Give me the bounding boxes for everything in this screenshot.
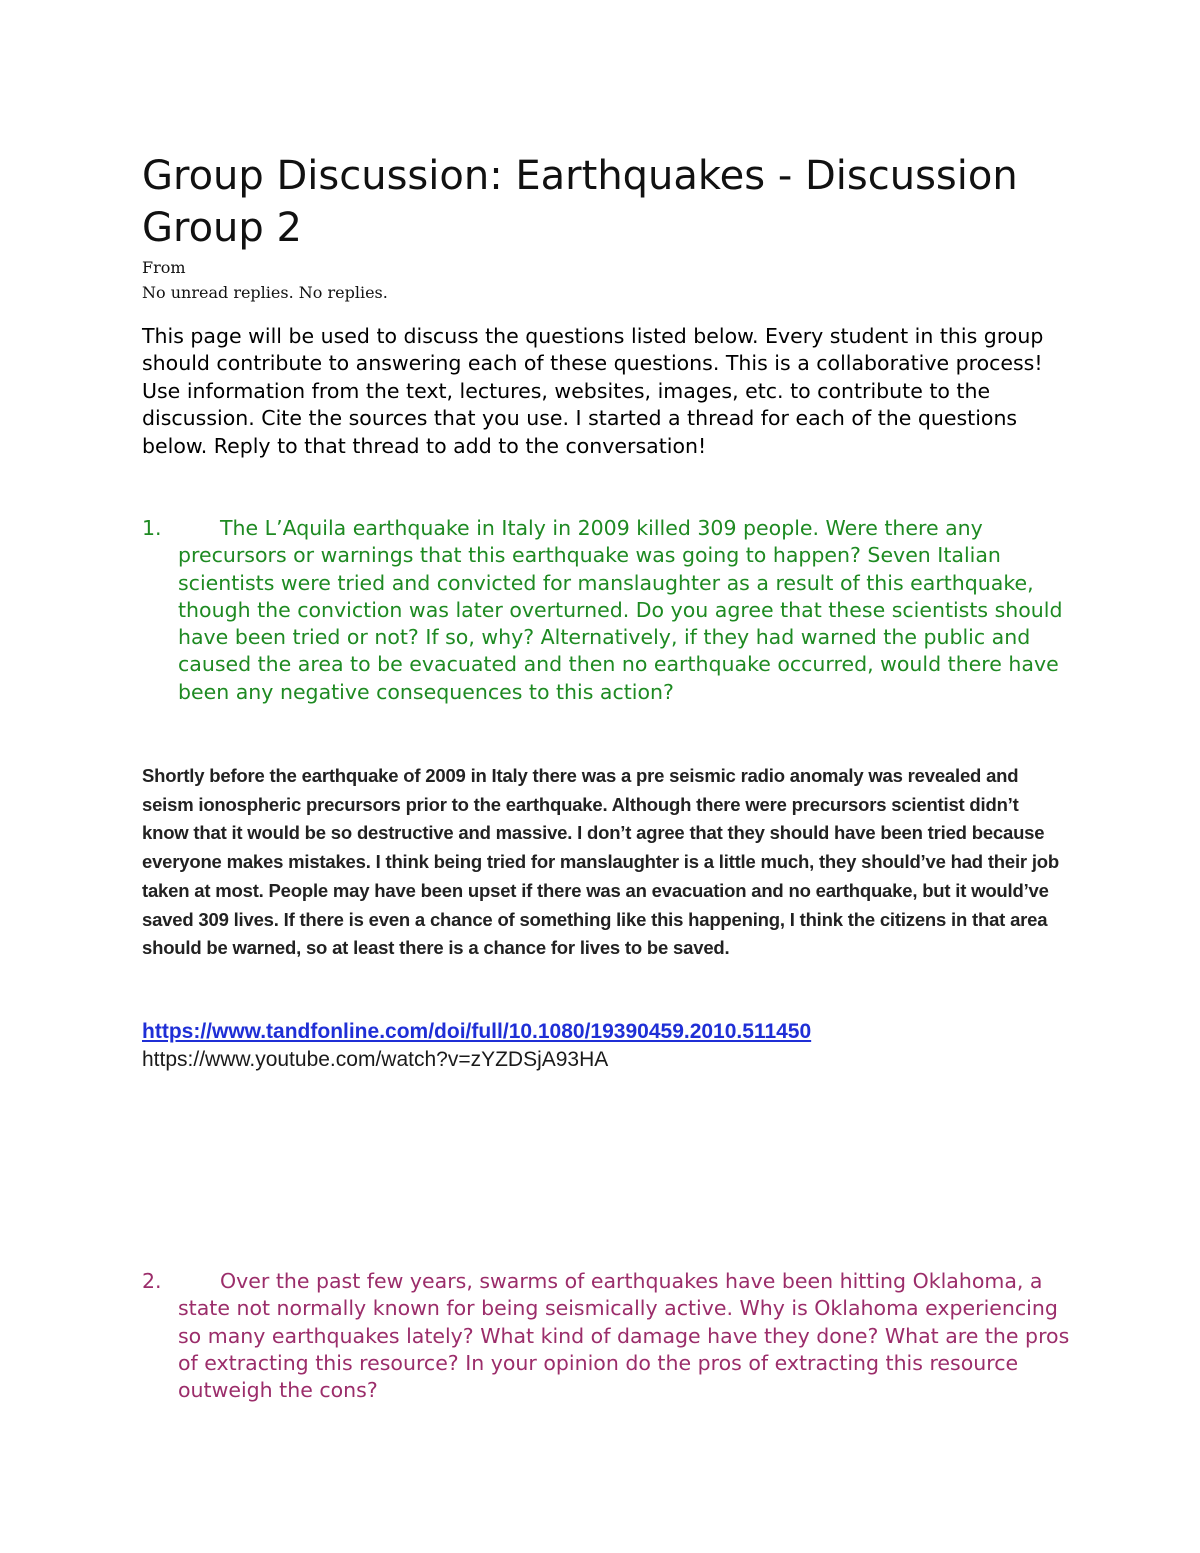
source-link-tandfonline[interactable]: https://www.tandfonline.com/doi/full/10.1080/19390459.2010.511450 xyxy=(142,1020,812,1043)
question-1 xyxy=(142,515,1072,706)
source-links xyxy=(142,1018,811,1074)
question-number: 2. xyxy=(142,1269,162,1293)
page-title: Group Discussion: Earthquakes - Discussion Group 2 xyxy=(142,153,1018,251)
post-meta xyxy=(142,255,388,305)
intro-paragraph: This page will be used to discuss the questions listed below. Every student in this group should contribute to answering each of these questions. This is a collaborative process! Use information from the text, lectures, websites, images, etc. to contribute to the discussion. Cite the sources that you use. I started a thread for each of the questions below. Reply to that thread to add to the conversation! xyxy=(142,324,1044,458)
source-link-youtube[interactable]: https://www.youtube.com/watch?v=zYZDSjA93HA xyxy=(142,1048,609,1071)
question-text: The L’Aquila earthquake in Italy in 2009 killed 309 people. Were there any precursors or warnings that this earthquake was going to happen? Seven Italian scientists were tried and convicted for manslaughter as a result of this earthquake, though the conviction was later overturned. Do you agree that these scientists should have been tried or not? If so, why? Alternatively, if they had warned the public and caused the area to be evacuated and then no earthquake occurred, would there have been any negative consequences to this action? xyxy=(178,516,1063,704)
reply-status: No unread replies. No replies. xyxy=(142,283,388,302)
question-text: Over the past few years, swarms of earthquakes have been hitting Oklahoma, a state not normally known for being seismically active. Why is Oklahoma experiencing so many earthquakes lately? What kind of damage have they done? What are the pros of extracting this resource? In your opinion do the pros of extracting this resource outweigh the cons? xyxy=(178,1269,1070,1403)
question-number: 1. xyxy=(142,516,162,540)
author-from: From xyxy=(142,258,186,277)
question-2 xyxy=(142,1268,1072,1404)
student-answer: Shortly before the earthquake of 2009 in Italy there was a pre seismic radio anomaly was revealed and seism ionospheric precursors prior to the earthquake. Although there were precursors scientist didn’t know that it would be so destructive and massive. I don’t agree that they should have been tried because everyone makes mistakes. I think being tried for manslaughter is a little much, they should’ve had their job taken at most. People may have been upset if there was an evacuation and no earthquake, but it would’ve saved 309 lives. If there is even a chance of something like this happening, I think the citizens in that area should be warned, so at least there is a chance for lives to be saved. xyxy=(142,765,1060,959)
document-page xyxy=(142,0,1072,1553)
